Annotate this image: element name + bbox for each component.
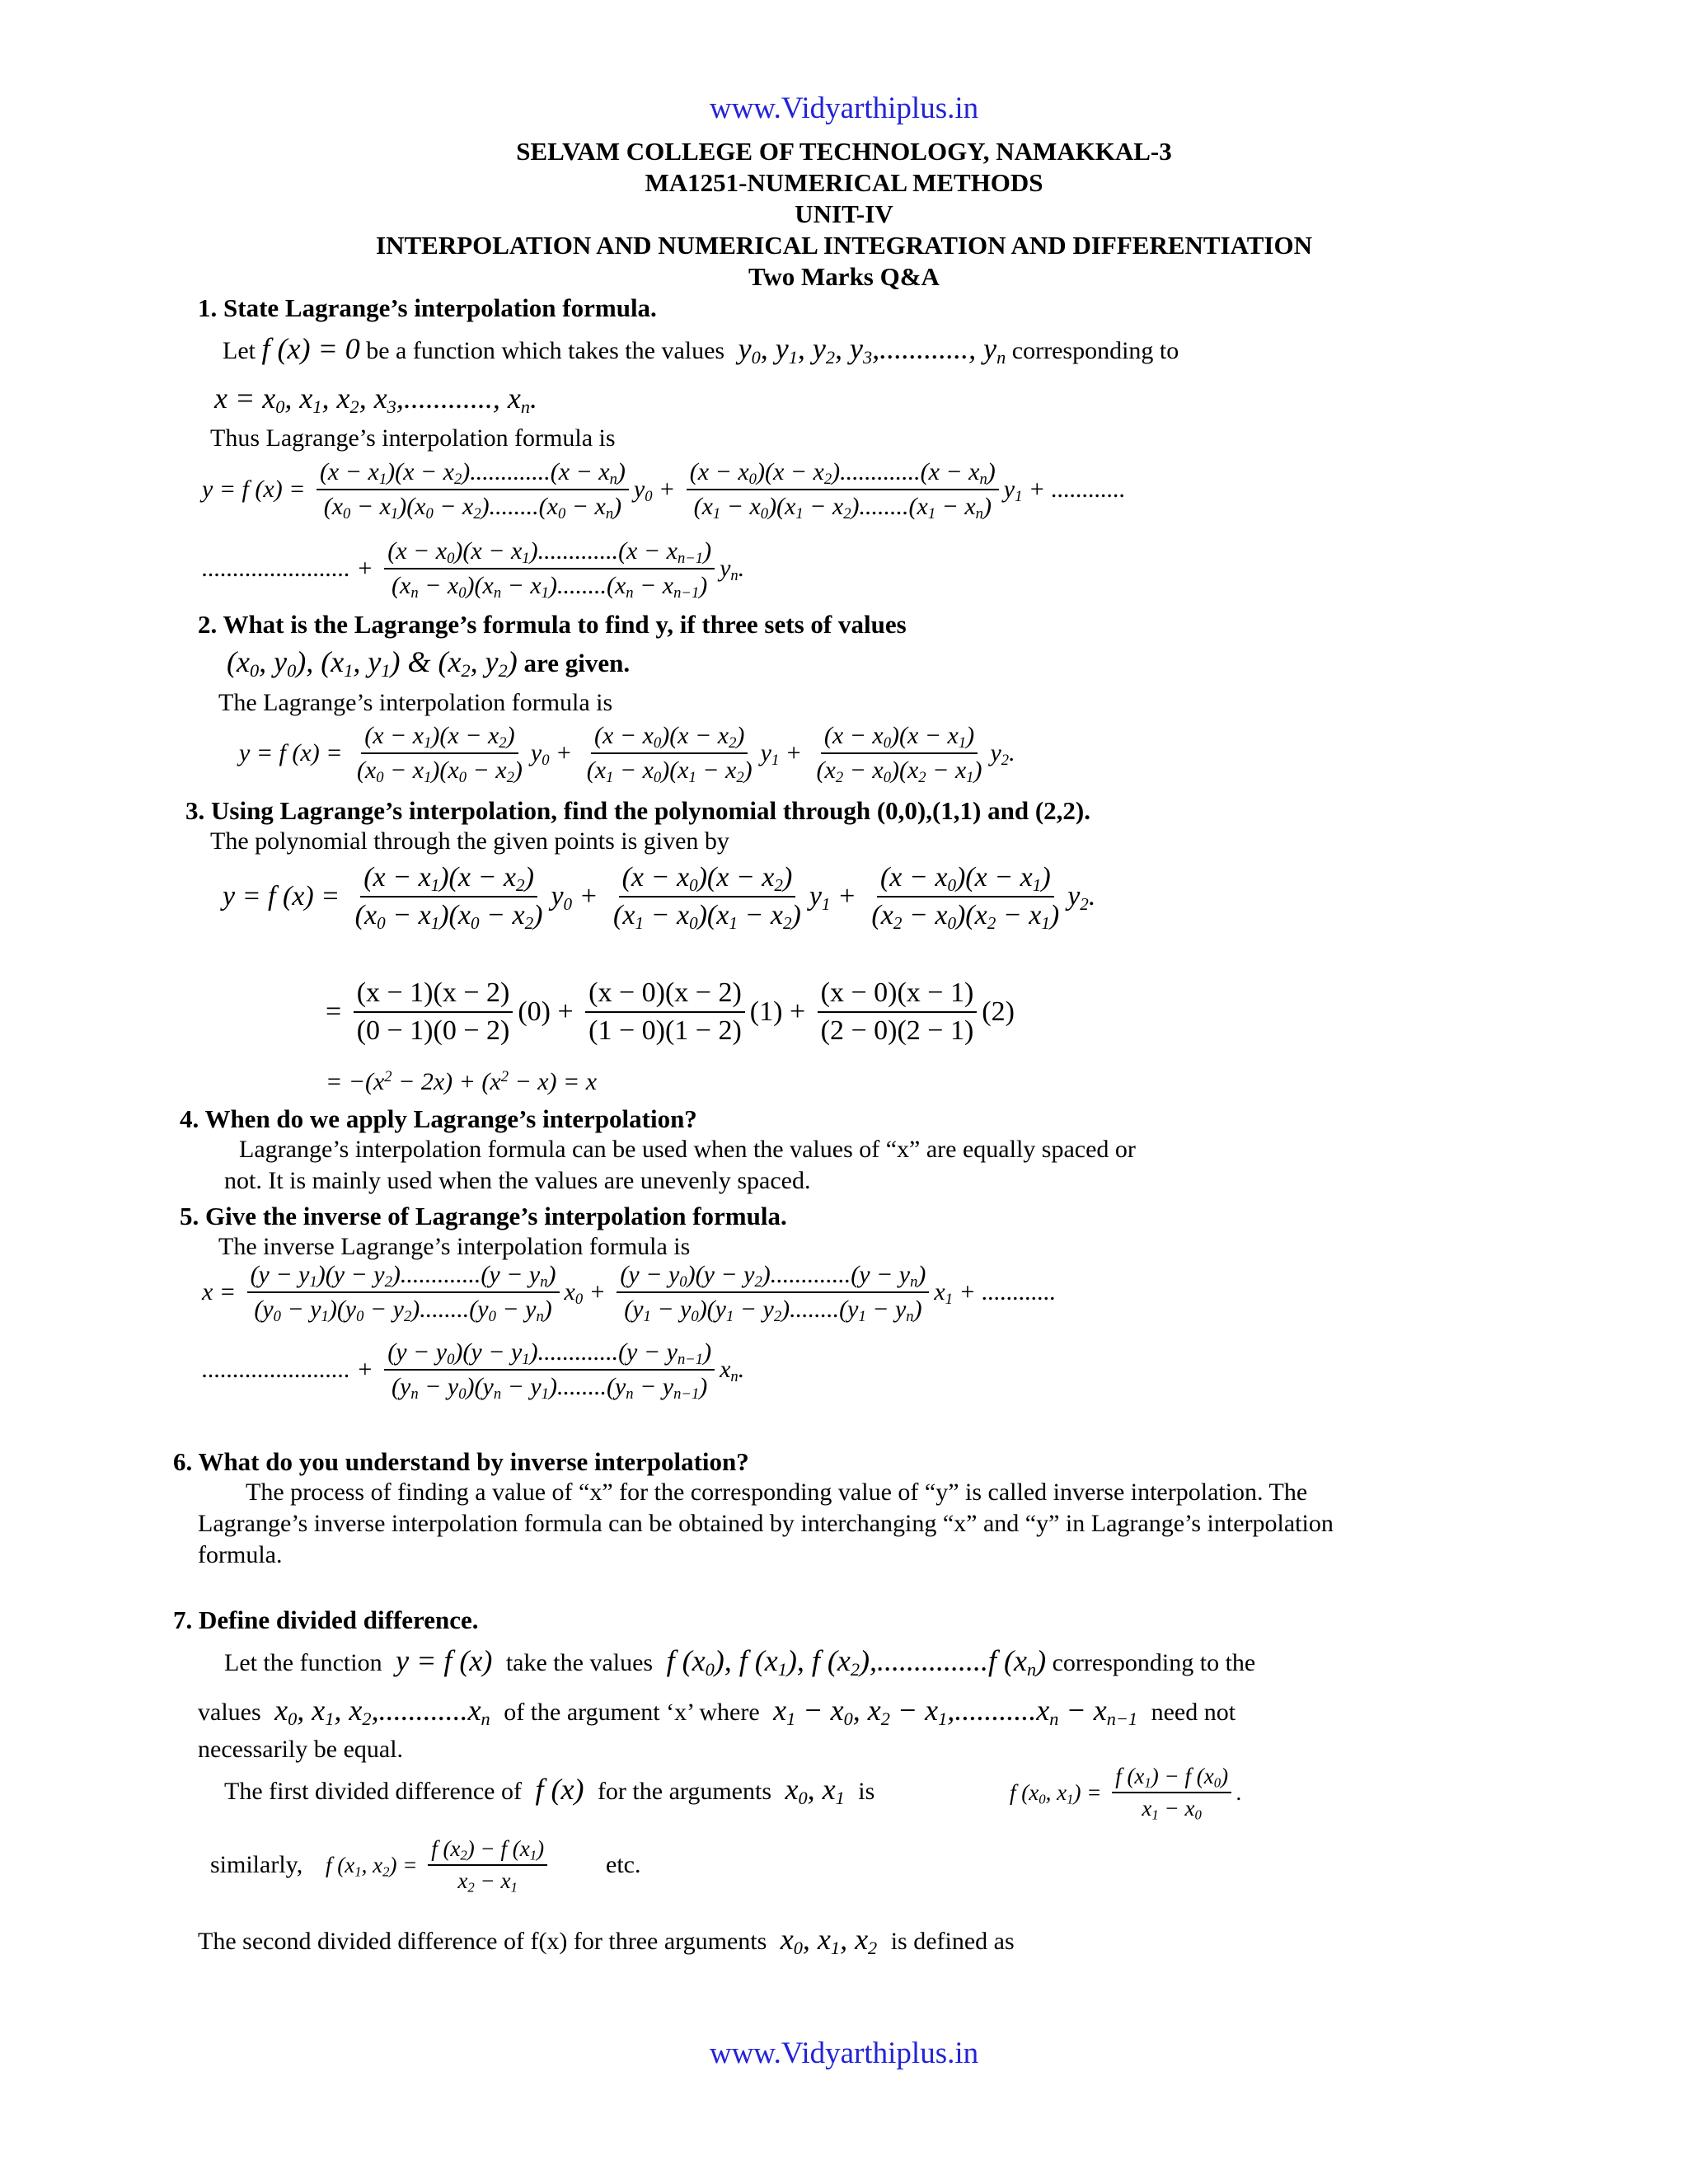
q3-intro: The polynomial through the given points is given by <box>210 827 729 855</box>
q4-answer-line1: Lagrange’s interpolation formula can be used when the values of “x” are equally spaced or <box>239 1136 1136 1163</box>
question-4: 4. When do we apply Lagrange’s interpolation? <box>180 1104 697 1133</box>
q1-let-line: Let f (x) = 0 be a function which takes the values $y_0$, $y_1$, $y_2$, $y_3$,............, $y_n$ corresponding to <box>223 332 1179 368</box>
q7-similarly: similarly, <box>210 1851 303 1878</box>
q5-formula-line1: x = $\frac{(y - y_1)(y - y_2).............(y - y_n)}{(y_0 - y_1)(y_0 - y_2)........(y_0 - y_n)}$ $x_0$ + $\frac{(y - y_0)(y - y_2).............(y - y_n)}{(y_1 - y_0)(y_1 - y_2)........(y_1 - y_n)}$ $x_1$ + ............ <box>202 1261 1057 1326</box>
q7-etc: etc. <box>606 1851 641 1878</box>
question-7: 7. Define divided difference. <box>173 1605 479 1634</box>
q7-values-line: values $x_0$, $x_1$, $x_2,............x_n$ of the argument ‘x’ where $x_1 - x_0$, $x_2 - x_1,...........x_n - x_{n-1}$ need not <box>198 1694 1236 1730</box>
q7-let-line: Let the function y = f (x) take the values f $(x_0)$, f $(x_1)$, f $(x_2),...............f$ $(x_n)$ corresponding to the <box>224 1644 1256 1680</box>
q1-formula-line1: y = f (x) = $\frac{(x - x_1)(x - x_2).............(x - x_n)}{(x_0 - x_1)(x_0 - x_2)........(x_0 - x_n)}$ $y_0$ + $\frac{(x - x_0)(x - x_2).............(x - x_n)}{(x_1 - x_0)(x_1 - x_2)........(x_1 - x_n)}$ $y_1$ + ............ <box>202 458 1126 523</box>
site-footer-link[interactable]: www.Vidyarthiplus.in <box>709 2036 979 2070</box>
q2-formula: y = f (x) = $\frac{(x - x_1)(x - x_2)}{(x_0 - x_1)(x_0 - x_2)}$ $y_0$ + $\frac{(x - x_0)(x - x_2)}{(x_1 - x_0)(x_1 - x_2)}$ $y_1$ + $\frac{(x - x_0)(x - x_1)}{(x_2 - x_0)(x_2 - x_1)}$ $y_2$. <box>239 722 1015 787</box>
question-3: 3. Using Lagrange’s interpolation, find the polynomial through (0,0),(1,1) and (2,2). <box>185 796 1091 825</box>
question-5: 5. Give the inverse of Lagrange’s interpolation formula. <box>180 1202 787 1230</box>
q7-similarly-formula: f ($x_1$, $x_2$) = $\frac{f (x_2) - f (x_1)}{x_2 - x_1}$ <box>326 1836 552 1894</box>
q3-formula-substituted: = $\frac{(x - 1)(x - 2)}{(0 - 1)(0 - 2)}$ (0) + $\frac{(x - 0)(x - 2)}{(1 - 0)(1 - 2)}$ (1) + $\frac{(x - 0)(x - 1)}{(2 - 0)(2 - 1)}$ (2) <box>326 977 1015 1046</box>
q3-result: = $-(x^2 - 2x) + (x^2 - x) = x$ <box>326 1067 598 1095</box>
q6-answer-line3: formula. <box>198 1541 283 1568</box>
q7-necessarily: necessarily be equal. <box>198 1736 404 1763</box>
question-1: 1. State Lagrange’s interpolation formula. <box>198 293 657 322</box>
q3-formula-general: y = f (x) = $\frac{(x - x_1)(x - x_2)}{(x_0 - x_1)(x_0 - x_2)}$ $y_0$ + $\frac{(x - x_0)(x - x_2)}{(x_1 - x_0)(x_1 - x_2)}$ $y_1$ + $\frac{(x - x_0)(x - x_1)}{(x_2 - x_0)(x_2 - x_1)}$ $y_2$. <box>223 862 1096 933</box>
q7-first-dd-formula: f ($x_0$, $x_1$) = $\frac{f (x_1) - f (x_0)}{x_1 - x_0}$ . <box>1010 1764 1242 1823</box>
unit-label: UNIT-IV <box>795 199 893 228</box>
site-header-link[interactable]: www.Vidyarthiplus.in <box>709 91 979 125</box>
unit-title: INTERPOLATION AND NUMERICAL INTEGRATION AND DIFFERENTIATION <box>376 231 1312 260</box>
q1-fx-equals-zero: f (x) = 0 <box>261 332 360 365</box>
q6-answer-line1: The process of finding a value of “x” for the corresponding value of “y” is called inverse interpolation. The <box>246 1479 1308 1506</box>
q5-intro: The inverse Lagrange’s interpolation formula is <box>218 1233 691 1260</box>
question-6: 6. What do you understand by inverse interpolation? <box>173 1447 749 1476</box>
q2-intro: The Lagrange’s interpolation formula is <box>218 689 613 716</box>
q1-x-values: $x = x_0$, $x_1$, $x_2$, $x_3$,............, $x_n$. <box>214 382 537 418</box>
college-name: SELVAM COLLEGE OF TECHNOLOGY, NAMAKKAL-3 <box>516 137 1172 166</box>
q1-y-values: $y_0$, $y_1$, $y_2$, $y_3$,............, $y_n$ <box>730 332 1006 368</box>
q1-thus: Thus Lagrange’s interpolation formula is <box>210 424 616 452</box>
q1-formula-line2: ........................ + $\frac{(x - x_0)(x - x_1).............(x - x_{n-1})}{(x_n - x_0)(x_n - x_1)........(x_n - x_{n-1})}$ $y_n$. <box>202 537 745 602</box>
q6-answer-line2: Lagrange’s inverse interpolation formula can be obtained by interchanging “x” and “y” in Lagrange’s interpolation <box>198 1510 1334 1537</box>
question-2: 2. What is the Lagrange’s formula to find y, if three sets of values <box>198 610 907 639</box>
question-2-cont: ($x_0$, $y_0$), ($x_1$, $y_1$) & ($x_2$, $y_2$) are given. <box>227 645 631 682</box>
course-title: MA1251-NUMERICAL METHODS <box>645 168 1043 197</box>
q5-formula-line2: ........................ + $\frac{(y - y_0)(y - y_1).............(y - y_{n-1})}{(y_n - y_0)(y_n - y_1)........(y_n - y_{n-1})}$ $x_n$. <box>202 1338 745 1404</box>
section-title: Two Marks Q&A <box>748 262 940 291</box>
q7-second-dd: The second divided difference of f(x) for three arguments $x_0$, $x_1$, $x_2$ is defined as <box>198 1923 1015 1959</box>
q7-first-dd: The first divided difference of f (x) for the arguments $x_0$, $x_1$ is <box>224 1773 875 1809</box>
q4-answer-line2: not. It is mainly used when the values are unevenly spaced. <box>224 1167 811 1194</box>
